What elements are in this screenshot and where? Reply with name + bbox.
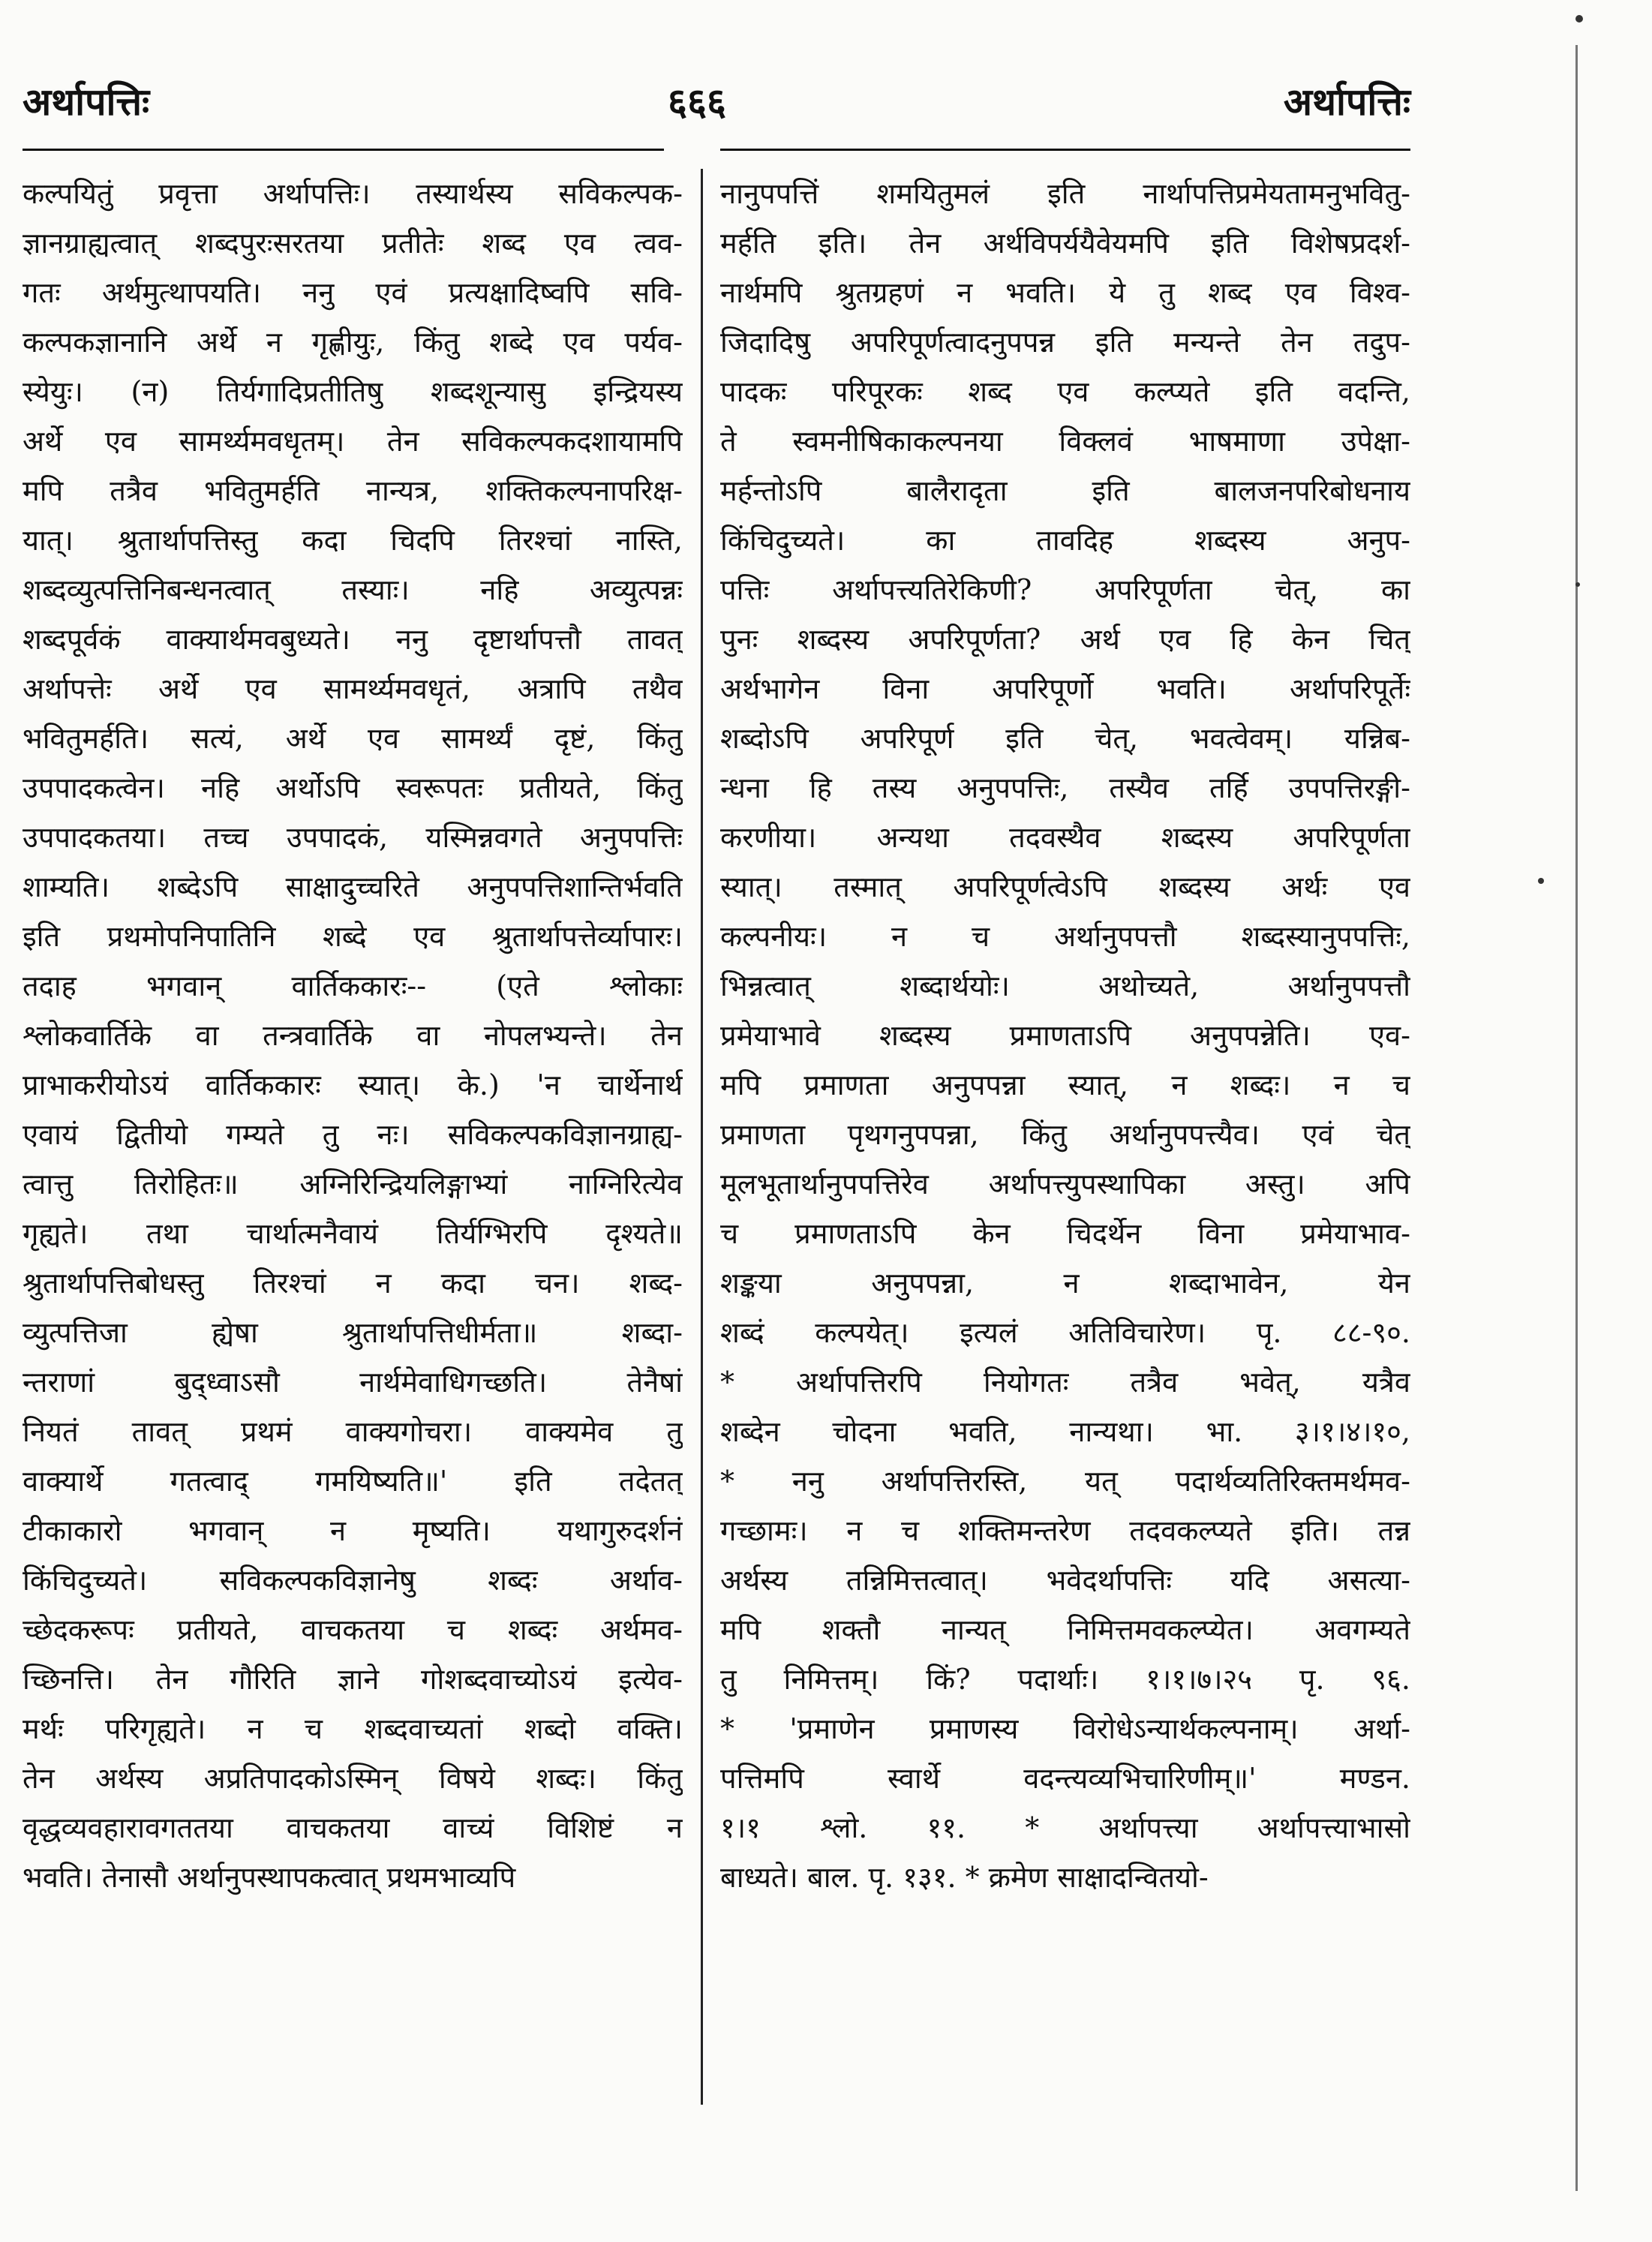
- text-line: किंचिदुच्यते। सविकल्पकविज्ञानेषु शब्दः अर्थाव-: [23, 1564, 683, 1597]
- text-line: कल्पयितुं प्रवृत्ता अर्थापत्तिः। तस्यार्थस्य सविकल्पक-: [23, 177, 683, 210]
- right-column: [720, 169, 1410, 1902]
- text-line: अर्थस्य तन्निमित्तत्वात्। भवेदर्थापत्तिः यदि असत्या-: [720, 1564, 1410, 1597]
- text-line: * ननु अर्थापत्तिरस्ति, यत् पदार्थव्यतिरिक्तमर्थमव-: [720, 1465, 1410, 1498]
- text-line: वृद्धव्यवहारावगततया वाचकतया वाच्यं विशिष्टं न: [23, 1811, 683, 1844]
- text-line: कल्पकज्ञानानि अर्थे न गृह्णीयुः, किंतु शब्दे एव पर्यव-: [23, 326, 683, 359]
- text-line: न्धना हि तस्य अनुपपत्तिः, तस्यैव तर्हि उपपत्तिरङ्गी-: [720, 771, 1410, 804]
- text-line: नार्थमपि श्रुतग्रहणं न भवति। ये तु शब्द एव विश्व-: [720, 276, 1410, 309]
- text-line: उपपादकतया। तच्च उपपादकं, यस्मिन्नवगते अनुपपत्तिः: [23, 821, 683, 854]
- text-line: मर्हति इति। तेन अर्थविपर्ययैवेयमपि इति विशेषप्रदर्श-: [720, 227, 1410, 260]
- left-column: [23, 169, 683, 1902]
- scan-speck: [1575, 582, 1580, 587]
- scan-speck: [1575, 15, 1583, 23]
- text-line: * अर्थापत्तिरपि नियोगतः तत्रैव भवेत्, यत्रैव: [720, 1366, 1410, 1399]
- text-line: भिन्नत्वात् शब्दार्थयोः। अथोच्यते, अर्थानुपपत्तौ: [720, 969, 1410, 1002]
- page-number: ६६६: [668, 80, 726, 124]
- text-line: इति प्रथमोपनिपातिनि शब्दे एव श्रुतार्थापत्तेर्व्यापारः।: [23, 920, 683, 953]
- text-line: गतः अर्थमुत्थापयति। ननु एवं प्रत्यक्षादिष्वपि सवि-: [23, 276, 683, 309]
- text-line: मपि प्रमाणता अनुपपन्ना स्यात्, न शब्दः। न च: [720, 1068, 1410, 1101]
- text-line: प्राभाकरीयोऽयं वार्तिककारः स्यात्। के.) 'न चार्थेनार्थ: [23, 1068, 683, 1101]
- text-line: च्छेदकरूपः प्रतीयते, वाचकतया च शब्दः अर्थमव-: [23, 1613, 683, 1646]
- text-line: प्रमाणता पृथगनुपपन्ना, किंतु अर्थानुपपत्त्यैव। एवं चेत्: [720, 1118, 1410, 1151]
- text-line: च प्रमाणताऽपि केन चिदर्थेन विना प्रमेयाभाव-: [720, 1217, 1410, 1250]
- header-rule-left: [23, 149, 664, 151]
- text-line: शब्दोऽपि अपरिपूर्ण इति चेत्, भवत्वेवम्। यन्निब-: [720, 722, 1410, 755]
- text-line: भवति। तेनासौ अर्थानुपस्थापकत्वात् प्रथमभाव्यपि: [23, 1861, 516, 1894]
- text-line: * 'प्रमाणेन प्रमाणस्य विरोधेऽन्यार्थकल्पनाम्। अर्था-: [720, 1712, 1410, 1745]
- text-line: वाक्यार्थे गतत्वाद् गमयिष्यति॥' इति तदेतत्: [23, 1465, 683, 1498]
- text-line: श्रुतार्थापत्तिबोधस्तु तिरश्चां न कदा चन। शब्द-: [23, 1267, 683, 1300]
- text-line: ते स्वमनीषिकाकल्पनया विक्लवं भाषमाणा उपेक्षा-: [720, 425, 1410, 458]
- text-line: किंचिदुच्यते। का तावदिह शब्दस्य अनुप-: [720, 524, 1410, 557]
- text-line: अर्थापत्तेः अर्थे एव सामर्थ्यमवधृतं, अत्रापि तथैव: [23, 672, 683, 705]
- running-header: [23, 75, 1410, 135]
- text-line: शब्दं कल्पयेत्। इत्यलं अतिविचारेण। पृ. ८८-९०.: [720, 1316, 1410, 1349]
- text-line: शब्देन चोदना भवति, नान्यथा। भा. ३।१।४।१०,: [720, 1415, 1410, 1448]
- text-line: टीकाकारो भगवान् न मृष्यति। यथागुरुदर्शनं: [23, 1514, 683, 1547]
- text-line: गृह्यते। तथा चार्थात्मनैवायं तिर्यग्भिरपि दृश्यते॥: [23, 1217, 683, 1250]
- text-line: स्येयुः। (न) तिर्यगादिप्रतीतिषु शब्दशून्यासु इन्द्रियस्य: [23, 375, 683, 408]
- column-divider: [701, 169, 703, 2105]
- text-line: पत्तिः अर्थापत्त्यतिरेकिणी? अपरिपूर्णता चेत्, का: [720, 573, 1410, 606]
- text-line: जिदादिषु अपरिपूर्णत्वादनुपपन्न इति मन्यन्ते तेन तदुप-: [720, 326, 1410, 359]
- text-line: त्वात्तु तिरोहितः॥ अग्निरिन्द्रियलिङ्गाभ्यां नाग्निरित्येव: [23, 1168, 683, 1201]
- text-line: मर्थः परिगृह्यते। न च शब्दवाच्यतां शब्दो वक्ति।: [23, 1712, 683, 1745]
- text-line: श्लोकवार्तिके वा तन्त्रवार्तिके वा नोपलभ्यन्ते। तेन: [23, 1019, 683, 1052]
- text-line: गच्छामः। न च शक्तिमन्तरेण तदवकल्प्यते इति। तन्न: [720, 1514, 1410, 1547]
- text-line: शाम्यति। शब्देऽपि साक्षादुच्चरिते अनुपपत्तिशान्तिर्भवति: [23, 870, 683, 903]
- text-line: यात्। श्रुतार्थापत्तिस्तु कदा चिदपि तिरश्चां नास्ति,: [23, 524, 683, 557]
- text-line: शब्दव्युत्पत्तिनिबन्धनत्वात् तस्याः। नहि अव्युत्पन्नः: [23, 573, 683, 606]
- text-line: उपपादकत्वेन। नहि अर्थोऽपि स्वरूपतः प्रतीयते, किंतु: [23, 771, 683, 804]
- text-line: शब्दपूर्वकं वाक्यार्थमवबुध्यते। ननु दृष्टार्थापत्तौ तावत्: [23, 623, 683, 656]
- text-line: ज्ञानग्राह्यत्वात् शब्दपुरःसरतया प्रतीतेः शब्द एव त्वव-: [23, 227, 683, 260]
- text-line: करणीया। अन्यथा तदवस्थैव शब्दस्य अपरिपूर्णता: [720, 821, 1410, 854]
- text-line: तु निमित्तम्। किं? पदार्थाः। १।१।७।२५ पृ. ९६.: [720, 1663, 1410, 1696]
- text-line: एवायं द्वितीयो गम्यते तु नः। सविकल्पकविज्ञानग्राह्य-: [23, 1118, 683, 1151]
- text-line: शङ्कया अनुपपन्ना, न शब्दाभावेन, येन: [720, 1267, 1410, 1300]
- text-line: भवितुमर्हति। सत्यं, अर्थे एव सामर्थ्यं दृष्टं, किंतु: [23, 722, 683, 755]
- text-line: पादकः परिपूरकः शब्द एव कल्प्यते इति वदन्ति,: [720, 375, 1410, 408]
- text-line: कल्पनीयः। न च अर्थानुपपत्तौ शब्दस्यानुपपत्तिः,: [720, 920, 1410, 953]
- text-line: व्युत्पत्तिजा ह्येषा श्रुतार्थापत्तिधीर्मता॥ शब्दा-: [23, 1316, 683, 1349]
- text-line: १।१ श्लो. ११. * अर्थापत्त्या अर्थापत्त्याभासो: [720, 1811, 1410, 1844]
- text-line: स्यात्। तस्मात् अपरिपूर्णत्वेऽपि शब्दस्य अर्थः एव: [720, 870, 1410, 903]
- text-line: मपि तत्रैव भवितुमर्हति नान्यत्र, शक्तिकल्पनापरिक्ष-: [23, 474, 683, 507]
- text-line: अर्थभागेन विना अपरिपूर्णो भवति। अर्थापरिपूर्तेः: [720, 672, 1410, 705]
- text-line: न्तराणां बुद्ध्वाऽसौ नार्थमेवाधिगच्छति। तेनैषां: [23, 1366, 683, 1399]
- text-line: पत्तिमपि स्वार्थे वदन्त्यव्यभिचारिणीम्॥' मण्डन.: [720, 1762, 1410, 1795]
- text-line: प्रमेयाभावे शब्दस्य प्रमाणताऽपि अनुपपन्नेति। एव-: [720, 1019, 1410, 1052]
- text-line: बाध्यते। बाल. पृ. १३१. * क्रमेण साक्षादन्वितयो-: [720, 1861, 1209, 1894]
- text-line: च्छिनत्ति। तेन गौरिति ज्ञाने गोशब्दवाच्योऽयं इत्येव-: [23, 1663, 683, 1696]
- text-line: मूलभूतार्थानुपपत्तिरेव अर्थापत्त्युपस्थापिका अस्तु। अपि: [720, 1168, 1410, 1201]
- header-rule-right: [720, 149, 1410, 151]
- text-line: नानुपपत्तिं शमयितुमलं इति नार्थापत्तिप्रमेयतामनुभवितु-: [720, 177, 1410, 210]
- text-line: मर्हन्तोऽपि बालैरादृता इति बालजनपरिबोधनाय: [720, 474, 1410, 507]
- scan-speck: [1538, 878, 1544, 884]
- text-line: तदाह भगवान् वार्तिककारः-- (एते श्लोकाः: [23, 969, 683, 1002]
- text-line: पुनः शब्दस्य अपरिपूर्णता? अर्थ एव हि केन चित्: [720, 623, 1410, 656]
- text-line: अर्थे एव सामर्थ्यमवधृतम्। तेन सविकल्पकदशायामपि: [23, 425, 683, 458]
- text-line: नियतं तावत् प्रथमं वाक्यगोचरा। वाक्यमेव तु: [23, 1415, 683, 1448]
- text-line: मपि शक्तौ नान्यत् निमित्तमवकल्प्येत। अवगम्यते: [720, 1613, 1410, 1646]
- header-right-title: अर्थापत्तिः: [1283, 80, 1410, 124]
- text-line: तेन अर्थस्य अप्रतिपादकोऽस्मिन् विषये शब्दः। किंतु: [23, 1762, 683, 1795]
- scan-edge-line: [1575, 45, 1578, 2191]
- header-left-title: अर्थापत्तिः: [23, 80, 150, 124]
